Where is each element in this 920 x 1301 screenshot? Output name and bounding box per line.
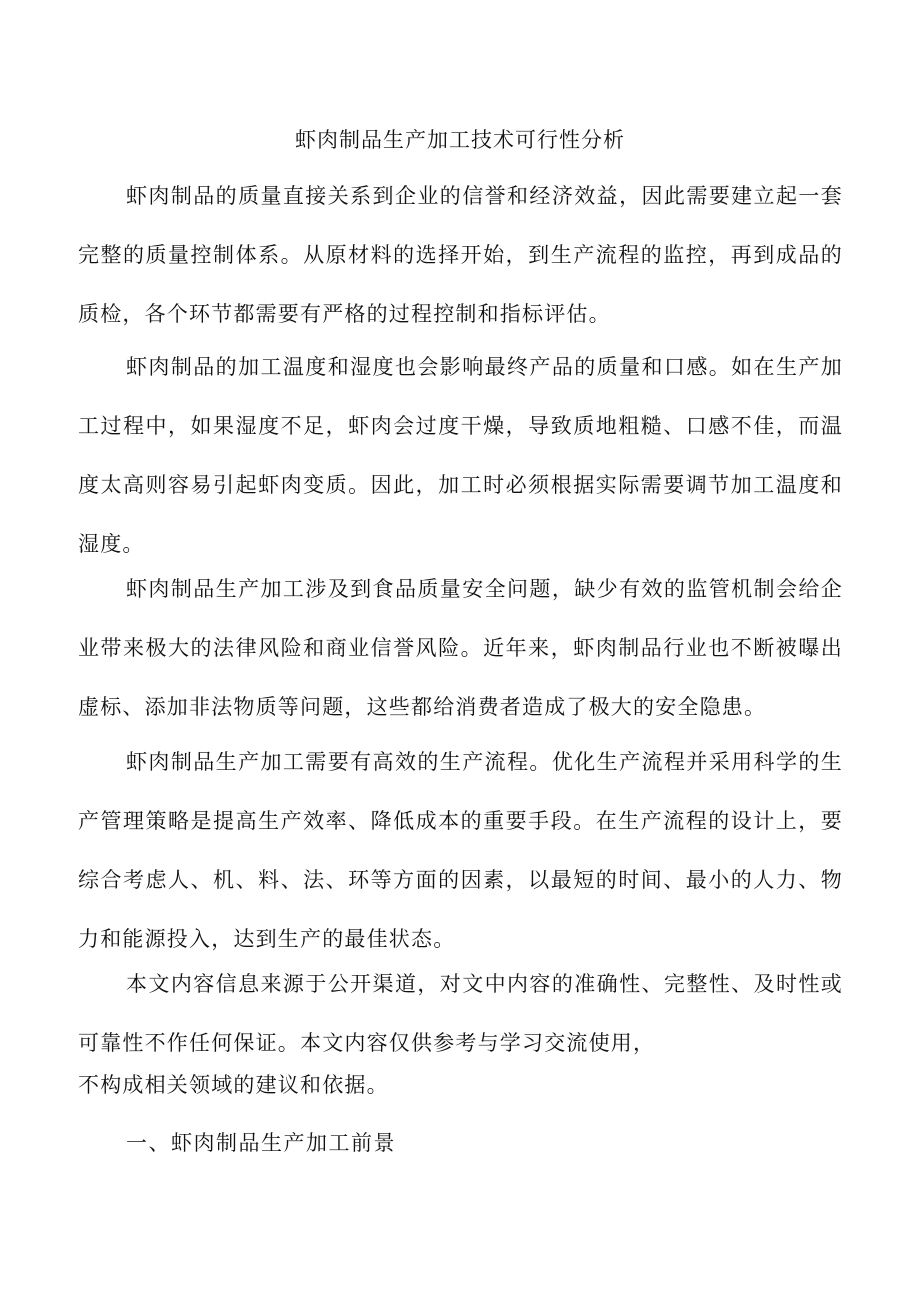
paragraph-production-process: 虾肉制品生产加工需要有高效的生产流程。优化生产流程并采用科学的生产管理策略是提高生产效率、降低成本的重要手段。在生产流程的设计上，要综合考虑人、机、料、法、环等方面的因素，以最短的时间、最小的人力、物力和能源投入，达到生产的最佳状态。 [78, 750, 843, 951]
paragraph-quality-control: 虾肉制品的质量直接关系到企业的信誉和经济效益，因此需要建立起一套完整的质量控制体系。从原材料的选择开始，到生产流程的监控，再到成品的质检，各个环节都需要有严格的过程控制和指标评估。 [78, 184, 843, 326]
disclaimer-main-text: 本文内容信息来源于公开渠道，对文中内容的准确性、完整性、及时性或可靠性不作任何保证。本文内容仅供参考与学习交流使用， [78, 972, 843, 1055]
paragraph-food-safety: 虾肉制品生产加工涉及到食品质量安全问题，缺少有效的监管机制会给企业带来极大的法律风险和商业信誉风险。近年来，虾肉制品行业也不断被曝出虚标、添加非法物质等问题，这些都给消费者造成了极大的安全隐患。 [78, 577, 843, 719]
section-heading: 一、虾肉制品生产加工前景 [126, 1131, 396, 1155]
disclaimer-paragraph [78, 955, 843, 1100]
document-title: 虾肉制品生产加工技术可行性分析 [295, 128, 625, 152]
disclaimer-tail-text: 不构成相关领域的建议和依据。 [78, 1073, 389, 1097]
paragraph-temperature-humidity: 虾肉制品的加工温度和湿度也会影响最终产品的质量和口感。如在生产加工过程中，如果湿度不足，虾肉会过度干燥，导致质地粗糙、口感不佳，而温度太高则容易引起虾肉变质。因此，加工时必须根据实际需要调节加工温度和湿度。 [78, 355, 843, 556]
